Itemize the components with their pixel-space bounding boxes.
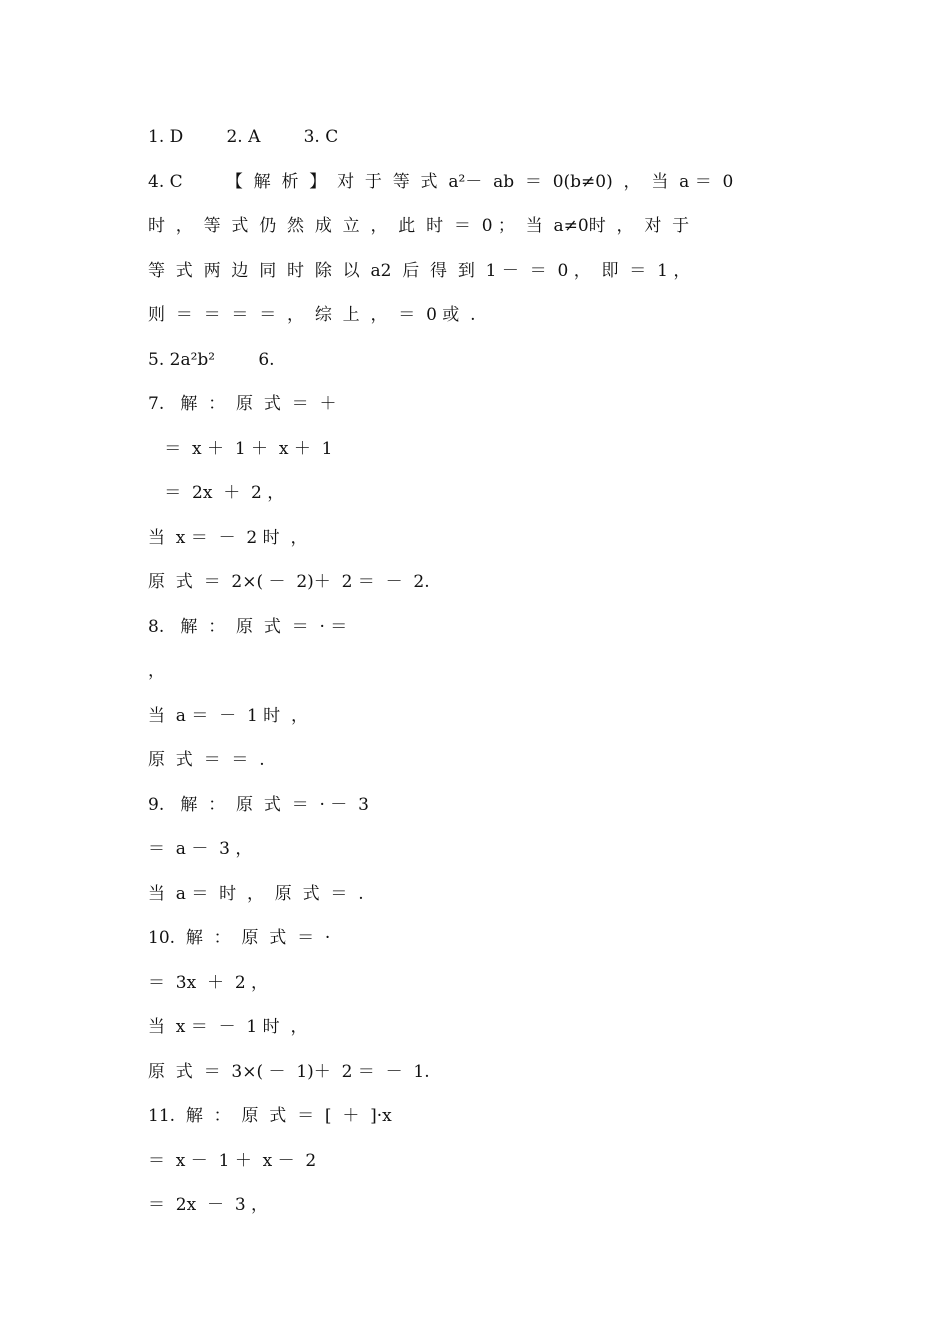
line-text: 时 ， 等 式 仍 然 成 立 ， 此 时 ＝ 0 ； 当 a≠0时 ， 对 于 (148, 216, 690, 236)
answer-line-7 (148, 393, 336, 415)
answer-line-4-cont-2 (148, 260, 690, 282)
line-text: ＝ x ＋ 1 ＋ x ＋ 1 (148, 439, 333, 459)
answer-line-7-step-2 (148, 482, 284, 504)
line-text: 原 式 ＝ ＝ . (148, 750, 265, 770)
line-text: 9. 解 ： 原 式 ＝ · － 3 (148, 795, 369, 815)
line-text: 10. 解 ： 原 式 ＝ · (148, 928, 331, 948)
line-text: 原 式 ＝ 3×( － 1)＋ 2 ＝ － 1. (148, 1062, 430, 1082)
line-text: 当 x ＝ － 1 时 ， (148, 1017, 308, 1037)
answer-line-11 (148, 1105, 392, 1127)
line-text: 1. D 2. A 3. C (148, 127, 339, 147)
answer-line-8-step-3 (148, 749, 265, 771)
line-text: ＝ 3x ＋ 2 ， (148, 973, 269, 993)
line-text: ＝ 2x ＋ 2 ， (148, 483, 285, 503)
line-text: ＝ a － 3 ， (148, 839, 253, 859)
line-text: 11. 解 ： 原 式 ＝ [ ＋ ]·x (148, 1106, 392, 1126)
answer-line-1-3 (148, 126, 338, 148)
answer-line-9-step-2 (148, 883, 364, 905)
line-text: 当 a ＝ － 1 时 ， (148, 706, 308, 726)
line-text: 8. 解 ： 原 式 ＝ · ＝ (148, 617, 348, 637)
answer-line-8-step-1 (148, 660, 165, 682)
line-text: 当 a ＝ 时 ， 原 式 ＝ . (148, 884, 364, 904)
answer-line-10-step-1 (148, 972, 268, 994)
answer-line-8-step-2 (148, 705, 308, 727)
line-text: 7. 解 ： 原 式 ＝ ＋ (148, 394, 337, 414)
answer-line-11-step-1 (148, 1150, 316, 1172)
line-text: 等 式 两 边 同 时 除 以 a2 后 得 到 1 － ＝ 0 ， 即 ＝ 1 ， (148, 261, 691, 281)
answer-line-10-step-3 (148, 1061, 430, 1083)
answer-line-8 (148, 616, 347, 638)
answer-line-9-step-1 (148, 838, 252, 860)
answer-line-10-step-2 (148, 1016, 307, 1038)
answer-line-7-step-1 (148, 438, 332, 460)
answer-line-9 (148, 794, 369, 816)
answer-line-10 (148, 927, 330, 949)
answer-line-4-cont-3 (148, 304, 476, 326)
line-text: ＝ x － 1 ＋ x － 2 (148, 1151, 317, 1171)
answer-line-4 (148, 171, 733, 193)
line-text: 4. C 【 解 析 】 对 于 等 式 a²－ ab ＝ 0(b≠0) ， 当 a ＝ 0 (148, 172, 734, 192)
line-text: 当 x ＝ － 2 时 ， (148, 528, 308, 548)
line-text: 5. 2a²b² 6. (148, 350, 275, 370)
answer-line-7-step-4 (148, 571, 430, 593)
answer-line-7-step-3 (148, 527, 307, 549)
line-text: 则 ＝ ＝ ＝ ＝ ， 综 上 ， ＝ 0 或 . (148, 305, 476, 325)
answer-line-11-step-2 (148, 1194, 268, 1216)
answer-line-5-6 (148, 349, 275, 371)
answer-line-4-cont-1 (148, 215, 689, 237)
line-text: 原 式 ＝ 2×( － 2)＋ 2 ＝ － 2. (148, 572, 430, 592)
line-text: ＝ 2x － 3 ， (148, 1195, 269, 1215)
line-text: ， (148, 661, 165, 681)
